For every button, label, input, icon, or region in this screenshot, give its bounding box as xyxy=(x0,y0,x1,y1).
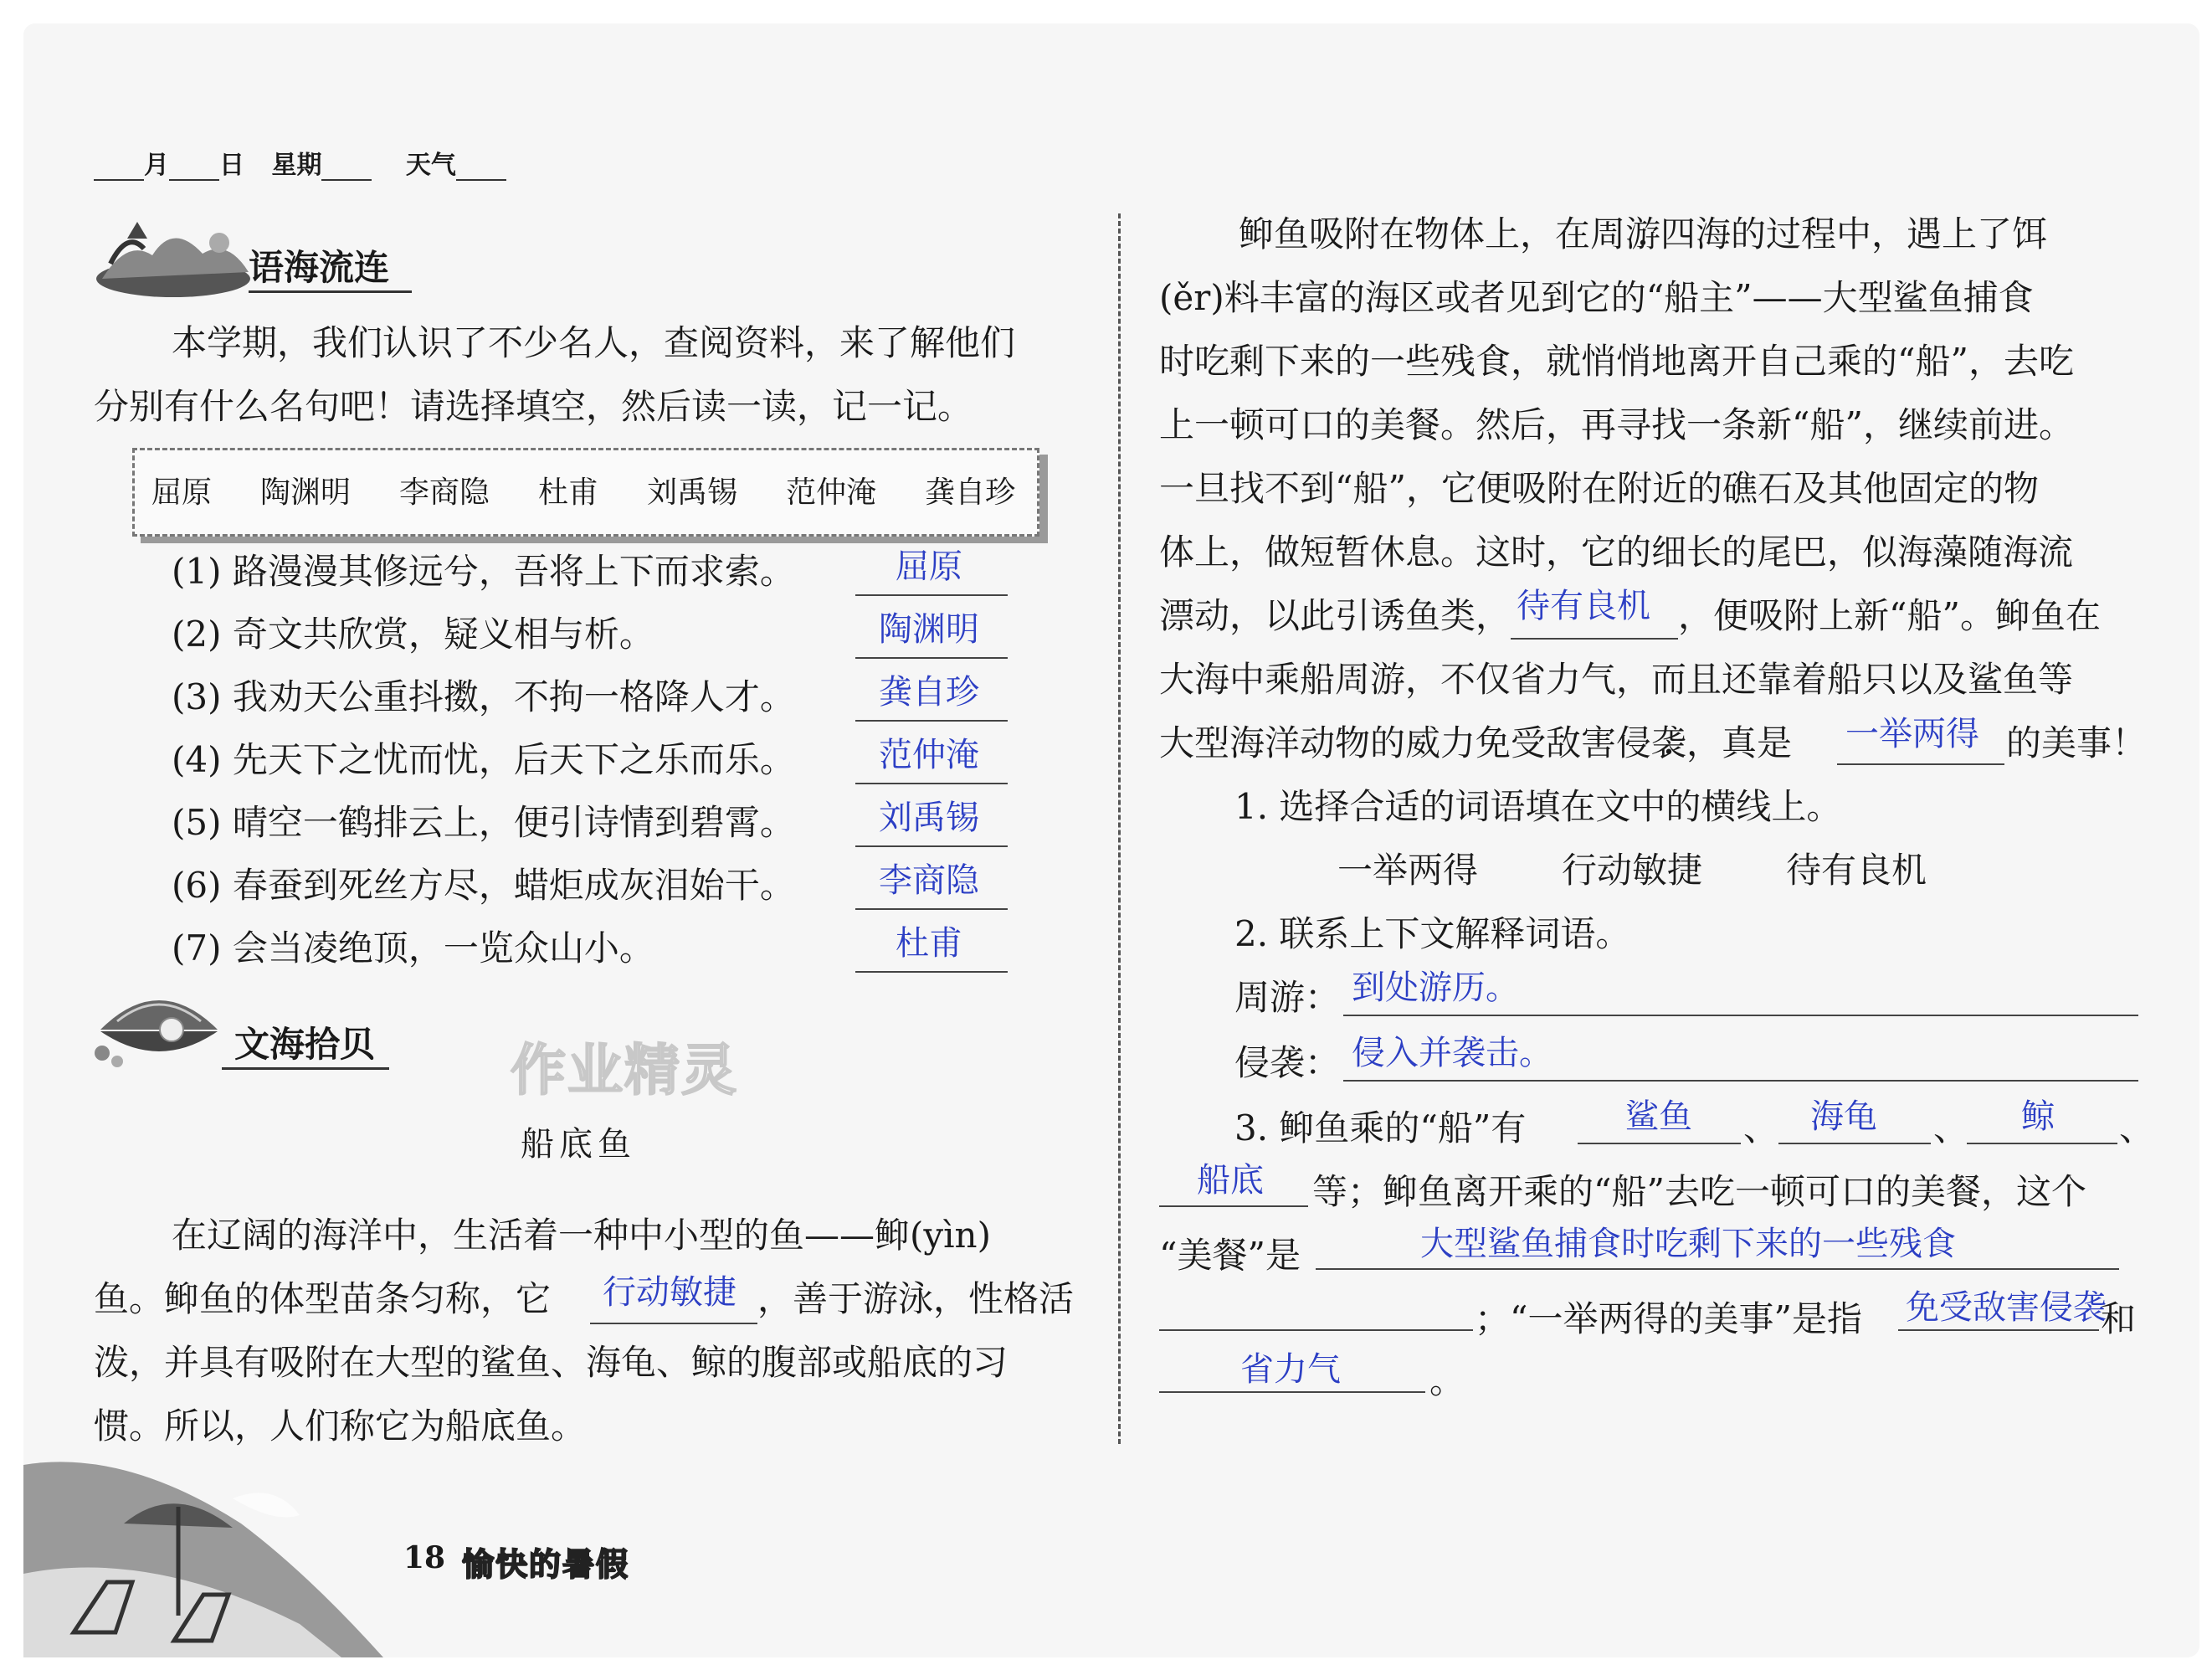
q3-answer-line-2[interactable] xyxy=(1778,1143,1931,1144)
question-3-and: 和 xyxy=(2101,1298,2137,1339)
story-right-line8: 大海中乘船周游，不仅省力气，而且还靠着船只以及鲨鱼等 xyxy=(1159,659,2074,700)
option-name: 杜甫 xyxy=(538,475,599,510)
q3-separator: 、 xyxy=(1933,1107,1969,1148)
answer-line-2[interactable] xyxy=(855,657,1008,659)
q3-answer-avoid-harm: 免受敌害侵袭 xyxy=(1906,1288,2107,1327)
q3-answer-line-3[interactable] xyxy=(1967,1143,2117,1144)
answer-2: 陶渊明 xyxy=(879,610,979,649)
option-name: 陶渊明 xyxy=(260,475,352,510)
q3-answer-line-1[interactable] xyxy=(1578,1143,1741,1144)
quote-item-5: (5) 晴空一鹤排云上，便引诗情到碧霄。 xyxy=(172,802,795,843)
watermark-text: 作业精灵 xyxy=(511,1038,738,1102)
weekday-label: 星期 xyxy=(271,151,322,180)
q2-answer-2: 侵入并袭击。 xyxy=(1352,1034,1553,1072)
date-header xyxy=(94,144,506,181)
q2-word-1: 周游： xyxy=(1234,977,1341,1018)
option-name: 屈原 xyxy=(151,475,213,510)
option-name: 范仲淹 xyxy=(786,475,877,510)
q3-answer-meal: 大型鲨鱼捕食时吃剩下来的一些残食 xyxy=(1420,1225,1956,1263)
month-label: 月 xyxy=(144,151,169,180)
story-right-line6: 体上，做短暂休息。这时，它的细长的尾巴，似海藻随海流 xyxy=(1159,532,2074,573)
story-left-line4: 惯。所以，人们称它为船底鱼。 xyxy=(94,1405,587,1446)
page-divider xyxy=(1118,213,1121,1444)
story-left-line1: 在辽阔的海洋中，生活着一种中小型的鱼——䲟(yìn) xyxy=(172,1215,991,1256)
answer-line-6[interactable] xyxy=(855,908,1008,910)
seaside-banner-icon xyxy=(94,213,253,297)
q3-answer-line-5[interactable] xyxy=(1316,1268,2119,1270)
story-right-line2: (ěr)料丰富的海区或者见到它的“船主”——大型鲨鱼捕食 xyxy=(1159,277,2034,318)
story-left-line2a: 鱼。䲟鱼的体型苗条匀称，它 xyxy=(94,1278,552,1319)
q3-answer-ship-bottom: 船底 xyxy=(1197,1161,1264,1200)
question-3-start: 3. 䲟鱼乘的“船”有 xyxy=(1234,1107,1527,1148)
answer-4: 范仲淹 xyxy=(879,736,979,774)
answer-3: 龚自珍 xyxy=(879,673,979,712)
story-right-line1a: 䲟鱼吸附在物体上，在周 xyxy=(1239,213,1626,254)
section1-intro-line2: 分别有什么名句吧！请选择填空，然后读一读，记一记。 xyxy=(94,386,973,427)
story-left-line2b: ，善于游泳，性格活 xyxy=(757,1278,1075,1319)
q3-answer-whale: 鲸 xyxy=(2021,1097,2055,1136)
quote-item-3: (3) 我劝天公重抖擞，不拘一格降人才。 xyxy=(172,676,795,717)
section2-title: 文海拾贝 xyxy=(234,1024,376,1065)
emphasis-word-you: 游 xyxy=(1625,213,1661,254)
question-1: 1. 选择合适的词语填在文中的横线上。 xyxy=(1234,786,1842,827)
story-blank-answer-2: 待有良机 xyxy=(1517,587,1650,625)
story-blank-line-1[interactable] xyxy=(590,1323,757,1324)
story-title: 船底鱼 xyxy=(521,1125,636,1164)
q3-separator: 、 xyxy=(1743,1107,1779,1148)
page-number: 18 xyxy=(403,1540,446,1575)
story-right-line7a: 漂动，以此引诱鱼类， xyxy=(1159,595,1511,636)
beach-illustration-icon xyxy=(23,1448,383,1657)
story-right-line7b: ，便吸附上新“船”。䲟鱼在 xyxy=(1678,595,2101,636)
answer-line-1[interactable] xyxy=(855,594,1008,596)
word-option: 一举两得 xyxy=(1337,850,1479,891)
q2-answer-line-1[interactable] xyxy=(1343,1015,2138,1016)
q3-separator: 、 xyxy=(2119,1107,2155,1148)
q3-answer-line-6-lead[interactable] xyxy=(1159,1329,1473,1331)
story-left-line3: 泼，并具有吸附在大型的鲨鱼、海龟、鲸的腹部或船底的习 xyxy=(94,1342,1008,1383)
answer-line-4[interactable] xyxy=(855,783,1008,784)
story-right-line9-part2: ，真是 xyxy=(1686,722,1793,763)
book-title: 愉快的暑假 xyxy=(462,1546,630,1583)
quote-item-7: (7) 会当凌绝顶，一览众山小。 xyxy=(172,927,654,969)
story-right-line9a xyxy=(1159,712,1792,775)
story-right-line4: 上一顿可口的美餐。然后，再寻找一条新“船”，继续前进。 xyxy=(1159,404,2074,445)
quote-item-1: (1) 路漫漫其修远兮，吾将上下而求索。 xyxy=(172,551,795,592)
quote-item-6: (6) 春蚕到死丝方尽，蜡炬成灰泪始干。 xyxy=(172,865,795,906)
story-right-line9-part1: 大型海洋动物的威力免受敌害侵 xyxy=(1159,722,1652,763)
q3-answer-line-4[interactable] xyxy=(1159,1205,1308,1207)
section1-banner xyxy=(94,213,412,297)
quote-item-4: (4) 先天下之忧而忧，后天下之乐而乐。 xyxy=(172,739,795,780)
story-right-line9c: 的美事！ xyxy=(2006,722,2148,763)
seashell-pearl-icon xyxy=(92,979,226,1071)
story-blank-answer-1: 行动敏捷 xyxy=(603,1273,736,1312)
story-right-line5: 一旦找不到“船”，它便吸附在附近的礁石及其他固定的物 xyxy=(1159,468,2039,509)
question-1-options xyxy=(1337,839,1927,902)
section1-intro-line1: 本学期，我们认识了不少名人，查阅资料，来了解他们 xyxy=(172,322,1016,363)
answer-line-7[interactable] xyxy=(855,971,1008,973)
q3-answer-turtle: 海龟 xyxy=(1810,1097,1877,1136)
option-name: 龚自珍 xyxy=(925,475,1016,510)
word-option: 待有良机 xyxy=(1786,850,1927,891)
word-option: 行动敏捷 xyxy=(1562,850,1703,891)
name-options-box xyxy=(132,448,1039,537)
q3-answer-shark: 鲨鱼 xyxy=(1625,1097,1692,1136)
story-right-line3: 时吃剩下来的一些残食，就悄悄地离开自己乘的“船”，去吃 xyxy=(1159,341,2074,382)
q3-answer-line-6[interactable] xyxy=(1898,1329,2099,1331)
question-2: 2. 联系上下文解释词语。 xyxy=(1234,913,1631,954)
answer-line-3[interactable] xyxy=(855,720,1008,722)
question-3-means: ；“一举两得的美事”是指 xyxy=(1475,1298,1862,1339)
story-blank-line-2[interactable] xyxy=(1511,638,1678,640)
emphasis-word-xi: 袭 xyxy=(1651,722,1687,763)
story-blank-answer-3: 一举两得 xyxy=(1845,715,1979,753)
day-label: 日 xyxy=(219,151,244,180)
q3-answer-line-7[interactable] xyxy=(1159,1391,1425,1393)
q2-answer-line-2[interactable] xyxy=(1343,1080,2138,1082)
answer-line-5[interactable] xyxy=(855,845,1008,847)
section1-title: 语海流连 xyxy=(249,247,390,288)
answer-6: 李商隐 xyxy=(879,861,979,900)
option-name: 李商隐 xyxy=(399,475,490,510)
q2-word-2: 侵袭： xyxy=(1234,1042,1341,1083)
story-blank-line-3[interactable] xyxy=(1837,763,2004,765)
weather-label: 天气 xyxy=(405,151,456,180)
section2-banner xyxy=(92,979,393,1080)
question-3-meal: “美餐”是 xyxy=(1159,1235,1301,1276)
question-3-end: 。 xyxy=(1429,1360,1465,1401)
question-3-mid: 等；䲟鱼离开乘的“船”去吃一顿可口的美餐，这个 xyxy=(1312,1171,2086,1212)
answer-1: 屈原 xyxy=(896,547,962,586)
quote-item-2: (2) 奇文共欣赏，疑义相与析。 xyxy=(172,614,654,655)
option-name: 刘禹锡 xyxy=(647,475,738,510)
story-right-line1 xyxy=(1239,203,2047,266)
q3-answer-save-effort: 省力气 xyxy=(1240,1350,1341,1389)
answer-7: 杜甫 xyxy=(896,924,962,963)
story-right-line1b: 四海的过程中，遇上了饵 xyxy=(1660,213,2048,254)
q2-answer-1: 到处游历。 xyxy=(1352,969,1519,1007)
answer-5: 刘禹锡 xyxy=(879,799,979,837)
